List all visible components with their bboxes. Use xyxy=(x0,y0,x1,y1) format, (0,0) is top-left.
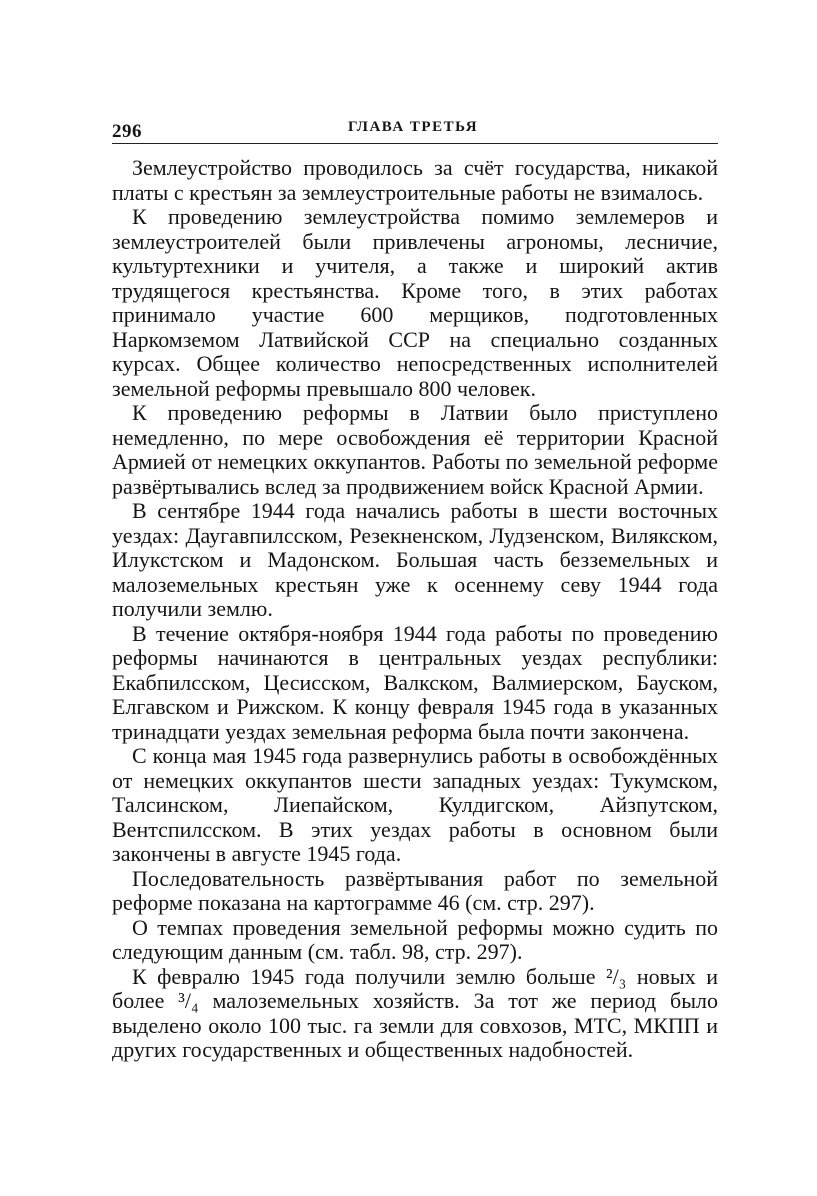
paragraph: Землеустройство проводилось за счёт государства, никакой платы с крестьян за землеустроительные работы не взималось. xyxy=(112,155,718,205)
page-number: 296 xyxy=(112,121,142,142)
paragraph: С конца мая 1945 года развернулись работы в освобождённых от немецких оккупантов шести западных уездах: Тукумском, Талсинском, Лиепайском, Кулдигском, Айзпутском, Вентспилсском. В этих уездах работы в основном были закончены в августе 1945 года. xyxy=(112,743,718,866)
paragraph: К февралю 1945 года получили землю больше ²/₃ новых и более ³/₄ малоземельных хозяйств. За тот же период было выделено около 100 тыс. га земли для совхозов, МТС, МКПП и других государственных и общественных надобностей. xyxy=(112,963,718,1062)
paragraph: К проведению землеустройства помимо землемеров и землеустроителей были привлечены агрономы, лесничие, культуртехники и учителя, а также и широкий актив трудящегося крестьянства. Кроме того, в этих работах принимало участие 600 мерщиков, подготовленных Наркомземом Латвийской ССР на специально созданных курсах. Общее количество непосредственных исполнителей земельной реформы превышало 800 человек. xyxy=(112,204,718,401)
paragraph: К проведению реформы в Латвии было приступлено немедленно, по мере освобождения её территории Красной Армией от немецких оккупантов. Работы по земельной реформе развёртывались вслед за продвижением войск Красной Армии. xyxy=(112,400,718,499)
paragraph: О темпах проведения земельной реформы можно судить по следующим данным (см. табл. 98, стр. 297). xyxy=(112,914,718,964)
page-header xyxy=(112,115,718,144)
body-text xyxy=(112,156,718,1063)
paragraph: В течение октября-ноября 1944 года работы по проведению реформы начинаются в центральных уездах республики: Екабпилсском, Цесисском, Валкском, Валмиерском, Бауском, Елгавском и Рижском. К концу февраля 1945 года в указанных тринадцати уездах земельная реформа была почти закончена. xyxy=(112,620,718,744)
running-head: ГЛАВА ТРЕТЬЯ xyxy=(348,119,479,135)
paragraph: Последовательность развёртывания работ по земельной реформе показана на картограмме 46 (см. стр. 297). xyxy=(112,865,718,915)
paragraph: В сентябре 1944 года начались работы в шести восточных уездах: Даугавпилсском, Резекненском, Лудзенском, Вилякском, Илукстском и Мадонском. Большая часть безземельных и малоземельных крестьян уже к осеннему севу 1944 года получили землю. xyxy=(112,498,718,621)
